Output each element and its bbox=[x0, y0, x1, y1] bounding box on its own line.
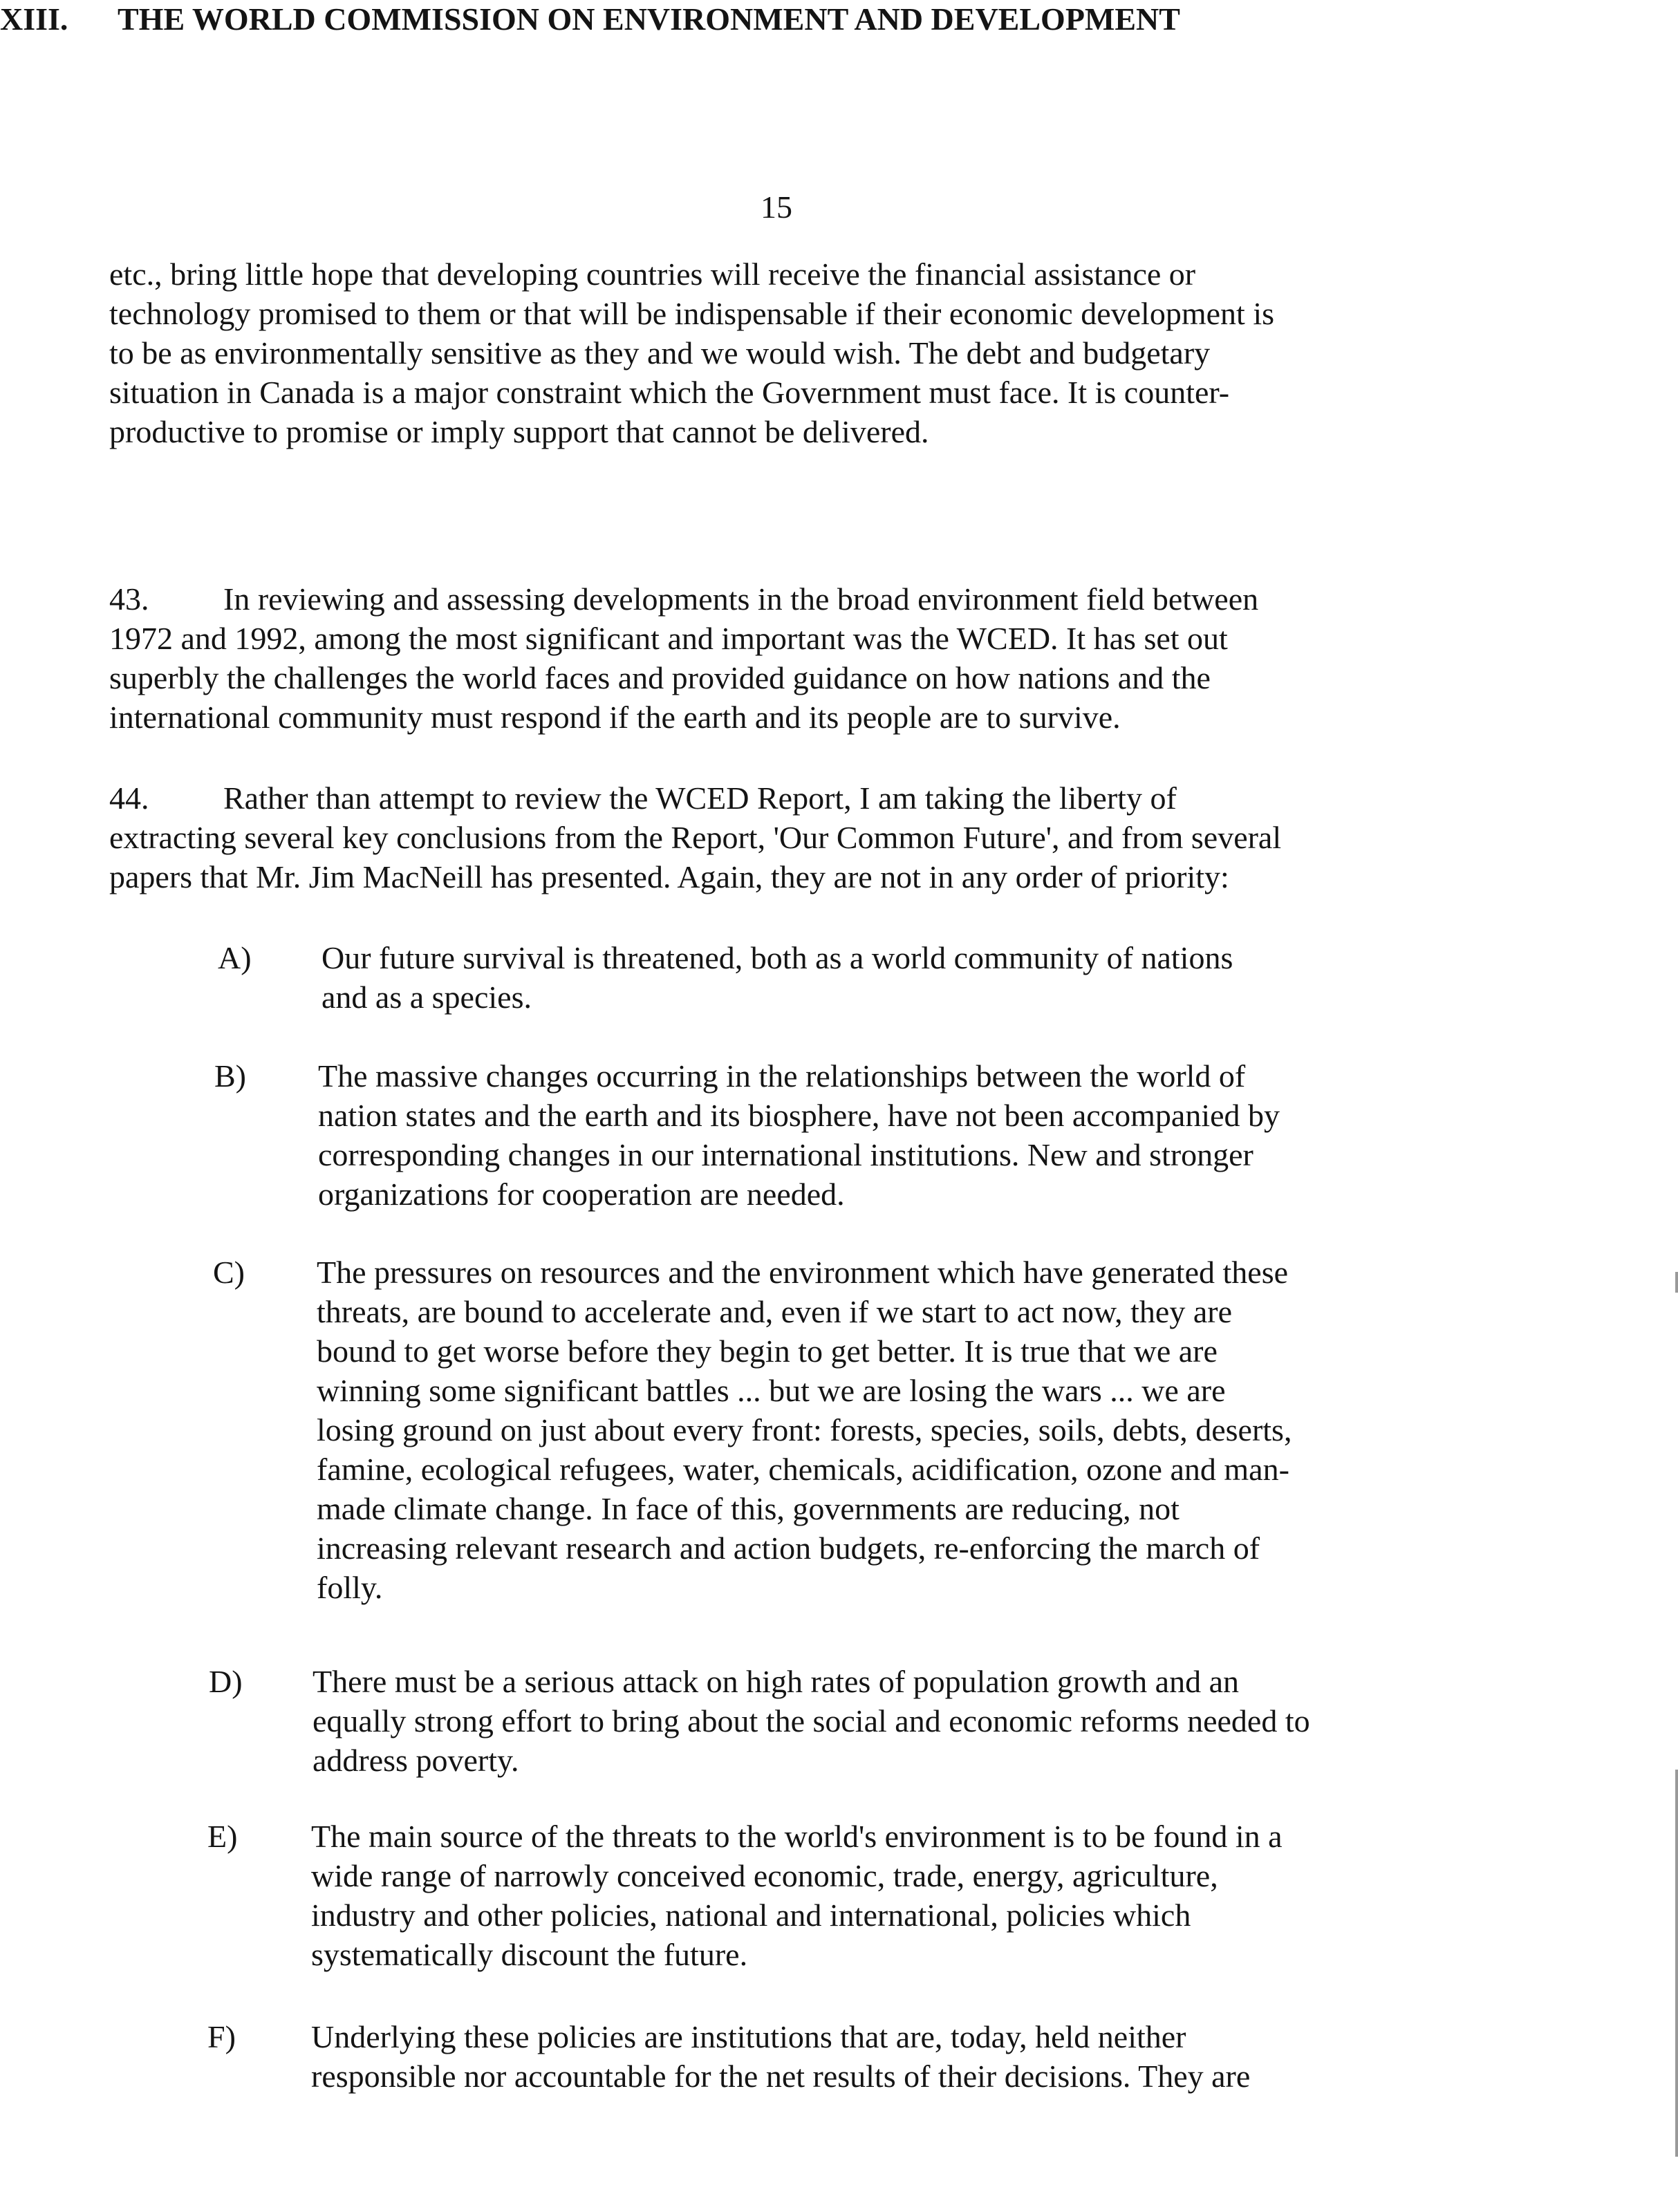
paragraph-text: In reviewing and assessing developments in the broad environment field between 1972 and 1992, among the most significant and important was the WCED. It has set out superbly the challenges the world faces and provided guidance on how nations and the international community must respond if the earth and its people are to survive. bbox=[109, 581, 1259, 735]
list-item-letter: C) bbox=[213, 1255, 245, 1290]
list-item-text: The massive changes occurring in the relationships between the world of nation states and the earth and its biosphere, have not been accompanied by corresponding changes in our international institutions. New and stronger organizations for cooperation are needed. bbox=[318, 1058, 1280, 1212]
list-item-text: The main source of the threats to the world's environment is to be found in a wide range of narrowly conceived economic, trade, energy, agriculture, industry and other policies, national and international, policies which systematically discount the future. bbox=[311, 1819, 1283, 1972]
list-item-letter: D) bbox=[209, 1664, 243, 1699]
paragraph-number: 44. bbox=[109, 780, 149, 816]
section-title: THE WORLD COMMISSION ON ENVIRONMENT AND DEVELOPMENT bbox=[118, 1, 1180, 37]
list-item-text: Underlying these policies are institutions that are, today, held neither responsible nor accountable for the net results of their decisions. They are bbox=[311, 2019, 1251, 2094]
list-item-text: There must be a serious attack on high rates of population growth and an equally strong effort to bring about the social and economic reforms needed to address poverty. bbox=[313, 1664, 1310, 1778]
list-item-letter: F) bbox=[207, 2019, 236, 2054]
scan-margin-mark bbox=[1675, 1272, 1678, 1293]
scan-margin-mark bbox=[1675, 1770, 1678, 2157]
list-item-letter: B) bbox=[214, 1058, 246, 1094]
paragraph-text: Rather than attempt to review the WCED Report, I am taking the liberty of extracting several key conclusions from the Report, 'Our Common Future', and from several papers that Mr. Jim MacNeill has presented. Again, they are not in any order of priority: bbox=[109, 780, 1282, 894]
section-numeral: XIII. bbox=[0, 1, 68, 37]
section-heading bbox=[0, 0, 1452, 39]
paragraph-44 bbox=[109, 778, 1547, 897]
paragraph-43 bbox=[109, 579, 1547, 737]
page-number: 15 bbox=[761, 189, 792, 225]
intro-paragraph: etc., bring little hope that developing countries will receive the financial assistance or technology promised to them or that will be indispensable if their economic development is to be as environmentally sensitive as they and we would wish. The debt and budgetary situation in Canada is a major constraint which the Government must face. It is counter- productive to promise or imply support that cannot be delivered. bbox=[109, 256, 1274, 449]
list-item-text: Our future survival is threatened, both as a world community of nations and as a species. bbox=[321, 940, 1233, 1015]
list-item-letter: E) bbox=[207, 1819, 238, 1854]
list-item-letter: A) bbox=[218, 940, 252, 975]
paragraph-number: 43. bbox=[109, 581, 149, 617]
list-item-text: The pressures on resources and the environment which have generated these threats, are bound to accelerate and, even if we start to act now, they are bound to get worse before they begin to get better. It is true that we are winning some significant battles ... but we are losing the wars ... we are losing ground on just about every front: forests, species, soils, debts, deserts, famine, ecological refugees, water, chemicals, acidification, ozone and man- made climate change. In face of this, governments are reducing, not increasing relevant research and action budgets, re-enforcing the march of folly. bbox=[317, 1255, 1292, 1605]
